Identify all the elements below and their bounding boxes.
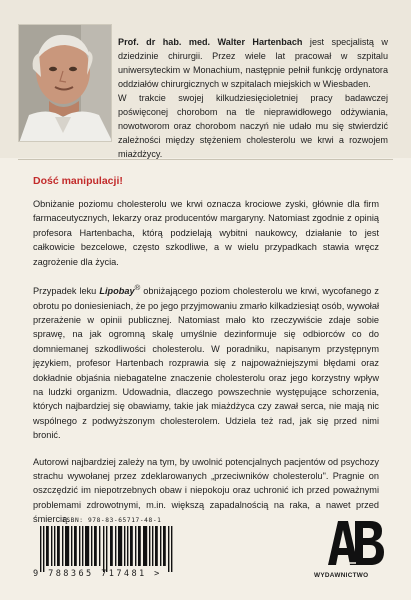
author-bio-lead-text: jest specjalistą w dziedzinie chirurgii. Przez wiele lat pracował w szpitalu uniwersyteckim w Monachium, następnie pełnił funkcję ordynatora oddziałów chirurgicznych w szpitalach miejskich w Wiesbaden. [118, 37, 388, 89]
paragraph-2 [33, 281, 379, 443]
author-name: Prof. dr hab. med. Walter Hartenbach [118, 37, 303, 47]
paragraph-2-rest: obniżającego poziom cholesterolu we krwi, wycofanego z obrotu po doniesieniach, że po jego przyjmowaniu zmarło kilkadziesiąt osób, wywołał przerażenie w opinii publicznej. Natomiast mało kto rzeczywiście zdaje sobie sprawę, na jak ogromną skalę umyślnie dezinformuje się odbiorców co do domniemanej szkodliwości cholesterolu. W poradniku, napisanym przystępnym językiem, profesor Hartenbach rozprawia się z najpoważniejszymi błędami oraz dokładnie objaśnia niebagatelne znaczenie cholesterolu oraz jego korzystny wpływ na ludzki organizm. Udowadnia, dlaczego powszechnie występujące schorzenia, których najbardziej się obawiamy, takie jak miażdżyca czy zawał serca, nie mają nic wspólnego z podwyższonym cholesterolem. Udziela też rad, jak się przed nimi bronić. [33, 286, 379, 441]
paragraph-2-start: Przypadek leku [33, 286, 100, 297]
drug-name: Lipobay [99, 286, 135, 297]
author-photo [18, 24, 112, 142]
section-divider [18, 159, 393, 160]
barcode-number: 9 788365 717481 > [33, 569, 162, 579]
author-portrait-image [19, 25, 112, 142]
author-bio [118, 35, 388, 161]
description-body [33, 197, 379, 539]
paragraph-1: Obniżanie poziomu cholesterolu we krwi oznacza krociowe zyski, głównie dla firm farmaceutycznych, lekarzy oraz producentów margaryny. Natomiast zgodnie z opinią profesora Hartenbacha, którą podzielają wybitni naukowcy, działanie to jest całkowicie bezcelowe, często szkodliwe, a w wielu przypadkach stawia wręcz zagrożenie dla życia. [33, 199, 379, 267]
isbn-label: ISBN: 978-83-65717-48-1 [62, 517, 162, 524]
barcode-icon [32, 526, 184, 572]
registered-mark: ® [134, 283, 141, 293]
publisher-name: WYDAWNICTWO [314, 572, 369, 579]
section-heading: Dość manipulacji! [33, 175, 123, 187]
paragraph-3: Autorowi najbardziej zależy na tym, by uwolnić potencjalnych pacjentów od psychozy strachu wywołanej przez zdeklarowanych „przeciwników cholesterolu". Pragnie on oszczędzić im niepotrzebnych obaw i niepokoju oraz uchronić ich przed poważnymi problemami zdrowotnymi, m.in. większą zapadalnością na raka, a nawet przed śmiercią. [33, 456, 379, 525]
author-bio-more: W trakcie swojej kilkudziesięcioletniej pracy badawczej poświęconej chorobom na tle nieprawidłowego odżywiania, nowotworom oraz chorobom naczyń nie udało mu się stwierdzić zależności między stężeniem cholesterolu we krwi a rozwojem miażdżycy. [118, 93, 388, 159]
author-bio-lead [118, 35, 388, 91]
publisher-logo [326, 517, 388, 569]
